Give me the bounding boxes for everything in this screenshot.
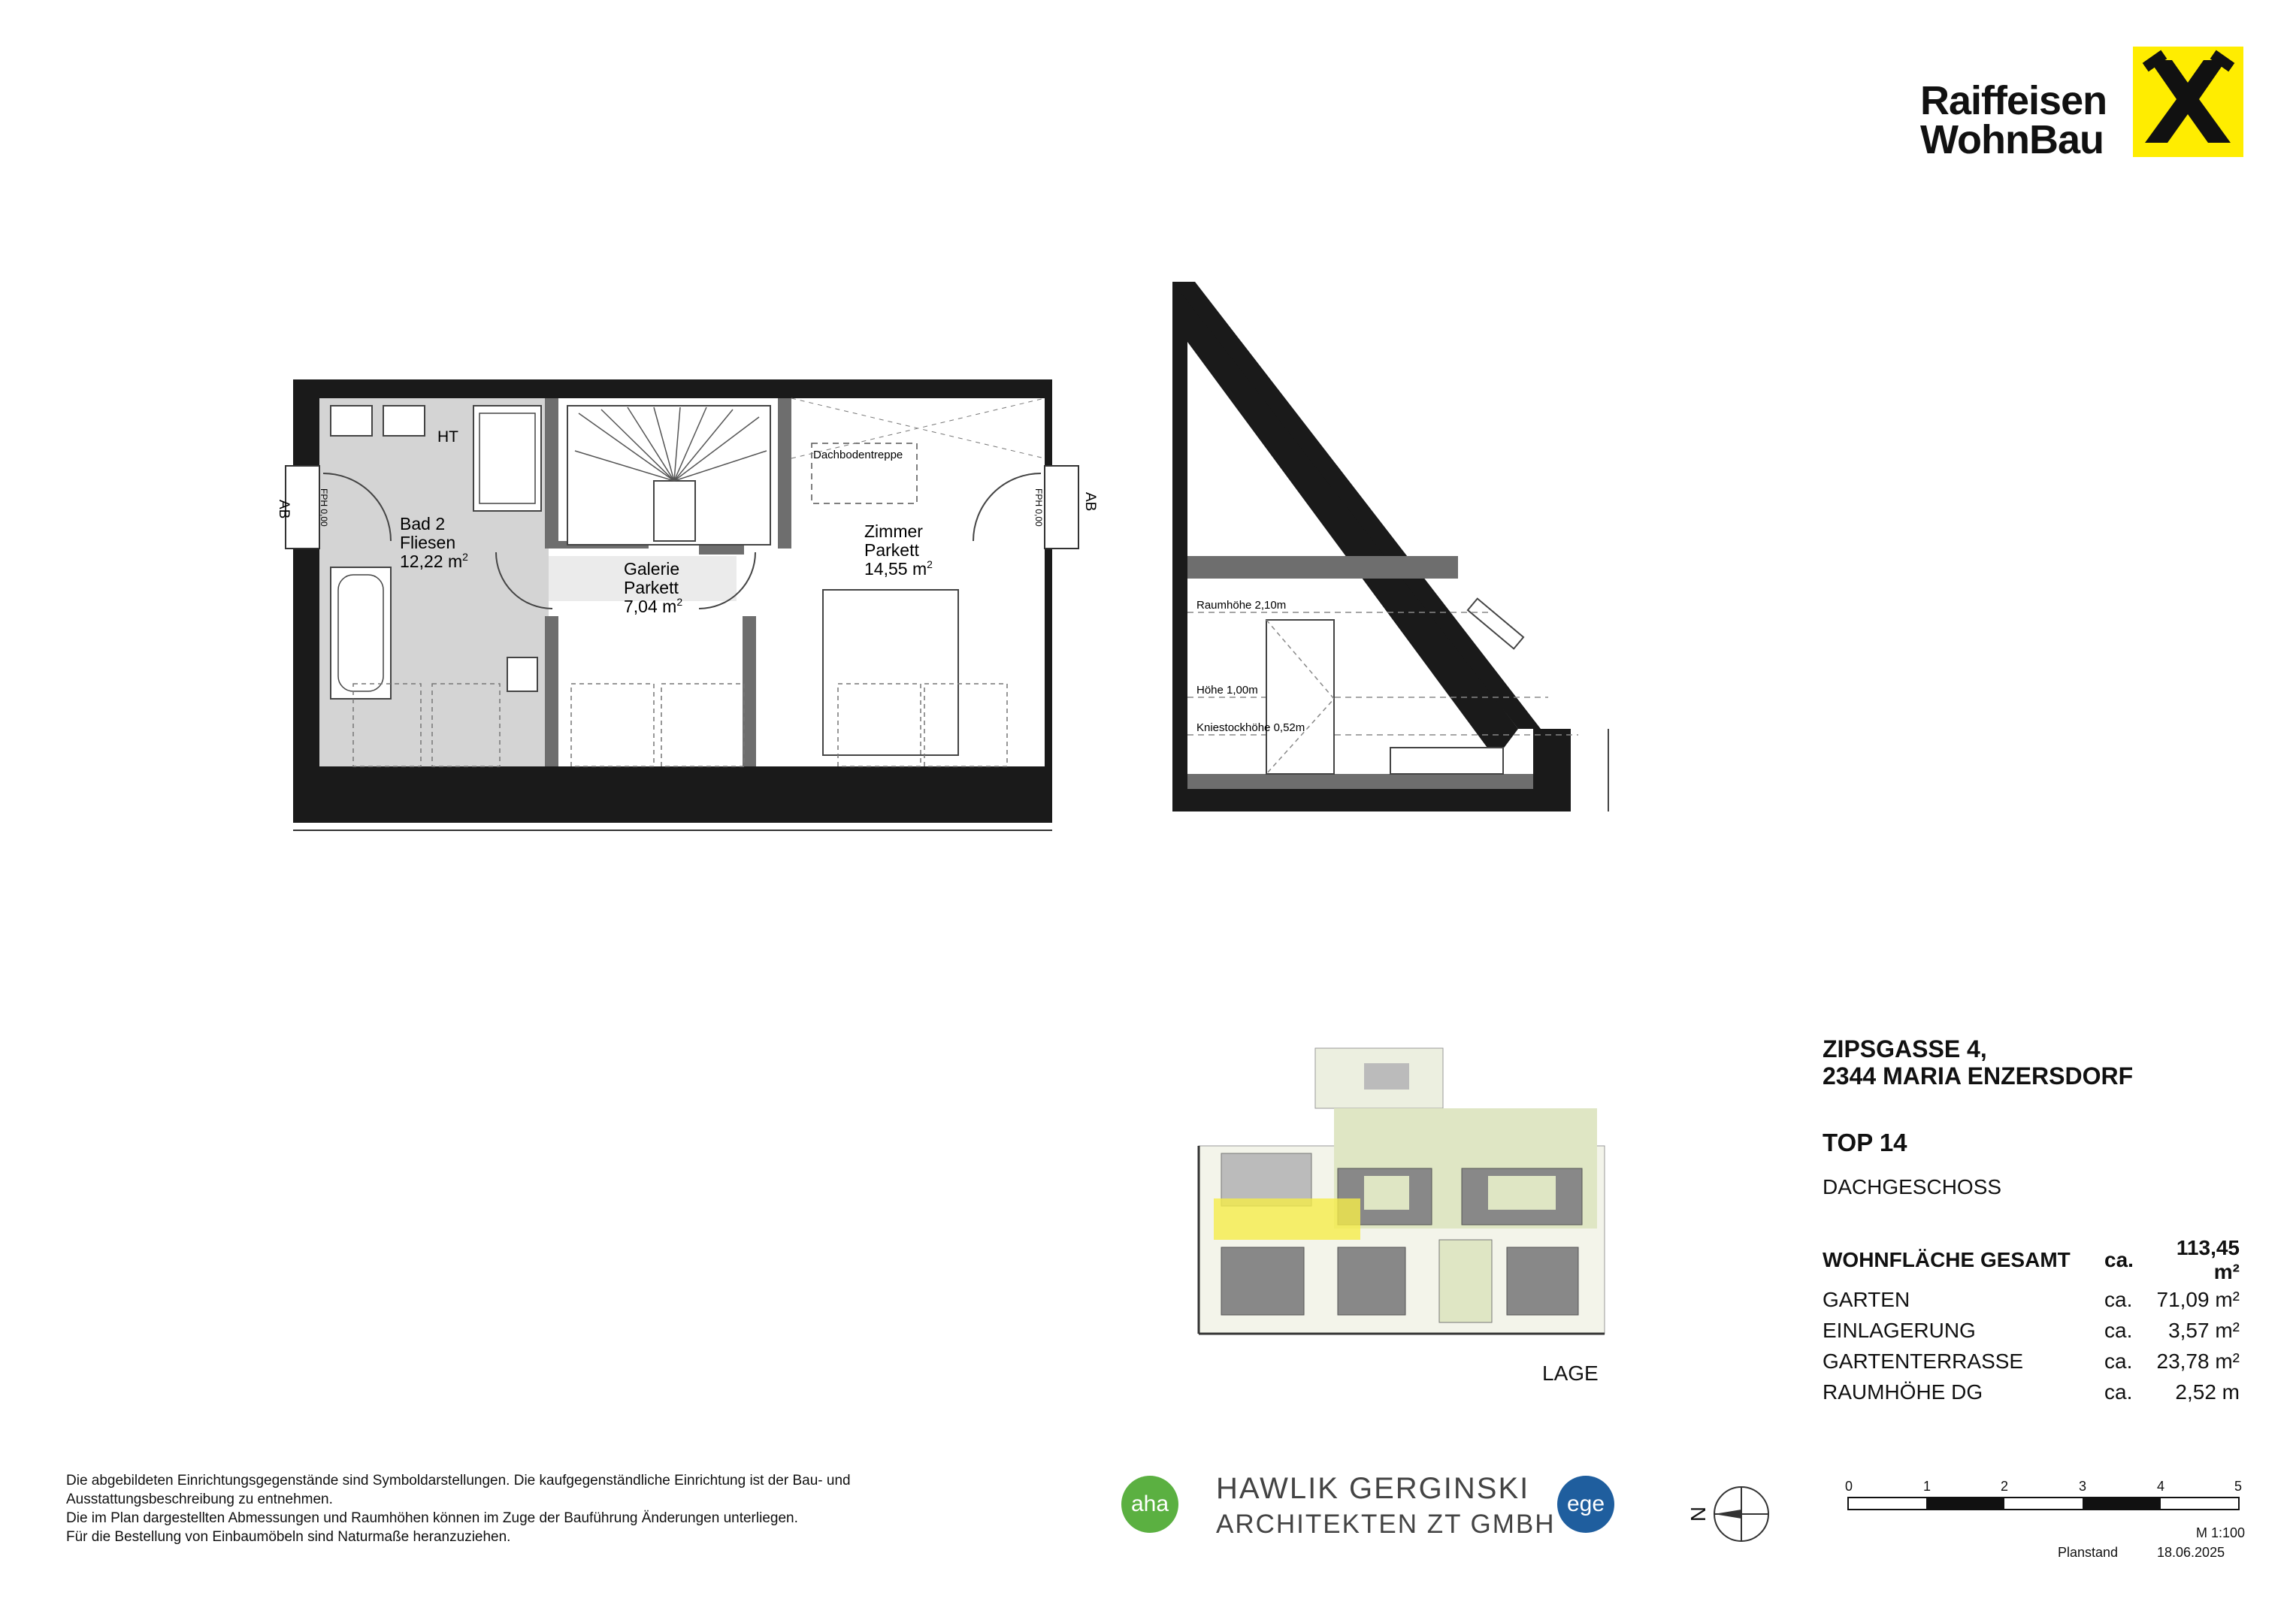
room-name-bad: Bad 2 (400, 514, 446, 533)
room-name-zimmer: Zimmer (864, 521, 923, 541)
address-line1: ZIPSGASSE 4, (1823, 1035, 1987, 1062)
aha-logo: aha (1121, 1476, 1178, 1533)
site-plan (1191, 1041, 1612, 1341)
disclaimer (66, 1471, 1118, 1546)
fph-label-left: FPH 0,00 (319, 488, 329, 527)
area-ca: ca. (2104, 1318, 2133, 1342)
brand-name-line1: Raiffeisen (1920, 78, 2107, 123)
scale-tick: 2 (2001, 1479, 2009, 1494)
fph-label-right: FPH 0,00 (1033, 488, 1044, 527)
area-label: GARTENTERRASSE (1823, 1349, 2024, 1373)
area-value: 3,57 m² (2168, 1318, 2240, 1342)
room-floor-galerie: Parkett (624, 578, 679, 597)
scale-tick: 0 (1845, 1479, 1853, 1494)
area-label: GARTEN (1823, 1287, 1910, 1311)
room-name-galerie: Galerie (624, 559, 680, 579)
ht-label: HT (437, 428, 458, 446)
brand-logo (1920, 47, 2243, 162)
ab-label-left: AB (276, 500, 292, 519)
scale-tick: 4 (2157, 1479, 2165, 1494)
scale-label: M 1:100 (2196, 1525, 2246, 1540)
room-floor-zimmer: Parkett (864, 540, 919, 560)
area-ca: ca. (2104, 1248, 2134, 1271)
floor-name: DACHGESCHOSS (1823, 1175, 2002, 1198)
planstand-label: Planstand (2058, 1545, 2119, 1560)
room-area-bad: 12,22 $m^2$ (400, 551, 468, 571)
section-drawing (1165, 278, 1631, 819)
table-row (1823, 1315, 2240, 1346)
planstand-date: 18.06.2025 (2157, 1545, 2225, 1560)
table-row (1823, 1377, 2240, 1407)
unit-number: TOP 14 (1823, 1129, 1907, 1156)
area-value: 71,09 m² (2156, 1287, 2240, 1311)
scale-tick: 1 (1923, 1479, 1931, 1494)
area-label: RAUMHÖHE DG (1823, 1380, 1983, 1404)
table-row (1823, 1236, 2240, 1284)
area-value: 2,52 m (2175, 1380, 2240, 1404)
raumhoehe-label: Raumhöhe 2,10m (1196, 599, 1287, 612)
area-table (1823, 1236, 2240, 1407)
north-arrow-icon (1686, 1484, 1774, 1544)
room-area-zimmer: 14,55 $m^2$ (864, 558, 933, 579)
area-ca: ca. (2104, 1349, 2133, 1373)
room-area-galerie: 7,04 $m^2$ (624, 596, 683, 616)
north-label: N (1686, 1506, 1711, 1522)
hoehe-label: Höhe 1,00m (1196, 684, 1258, 697)
room-floor-bad: Fliesen (400, 533, 456, 552)
area-ca: ca. (2104, 1380, 2133, 1404)
scale-bar (1845, 1479, 2258, 1531)
scale-tick: 3 (2079, 1479, 2087, 1494)
table-row (1823, 1346, 2240, 1377)
area-label: WOHNFLÄCHE GESAMT (1823, 1248, 2071, 1271)
firm-name-line1: HAWLIK GERGINSKI (1216, 1472, 1530, 1505)
kniestock-label: Kniestockhöhe 0,52m (1196, 721, 1305, 734)
table-row (1823, 1284, 2240, 1315)
disclaimer-line: Die im Plan dargestellten Abmessungen und Raumhöhen können im Zuge der Bauführung Änderungen unterliegen. (66, 1510, 798, 1526)
area-ca: ca. (2104, 1287, 2133, 1311)
area-value: 113,45 m² (2176, 1236, 2240, 1283)
disclaimer-line: Ausstattungsbeschreibung zu entnehmen. (66, 1492, 333, 1507)
floor-plan (271, 368, 1098, 849)
dachbodentreppe-label: Dachbodentreppe (813, 449, 903, 461)
site-plan-label: LAGE (1542, 1362, 1599, 1385)
area-value: 23,78 m² (2156, 1349, 2240, 1373)
disclaimer-line: Für die Bestellung von Einbaumöbeln sind Naturmaße heranzuziehen. (66, 1529, 511, 1545)
brand-name-line2: WohnBau (1920, 117, 2104, 162)
disclaimer-line: Die abgebildeten Einrichtungsgegenstände sind Symboldarstellungen. Die kaufgegenständliche Einrichtung ist der Bau- und (66, 1473, 851, 1489)
firm-name-line2: ARCHITEKTEN ZT GMBH (1216, 1510, 1556, 1539)
scale-tick: 5 (2234, 1479, 2243, 1494)
ege-logo: ege (1557, 1476, 1614, 1533)
raiffeisen-gable-icon (2133, 47, 2243, 157)
ab-label-right: AB (1082, 492, 1098, 512)
area-label: EINLAGERUNG (1823, 1318, 1976, 1342)
address-line2: 2344 MARIA ENZERSDORF (1823, 1062, 2134, 1090)
